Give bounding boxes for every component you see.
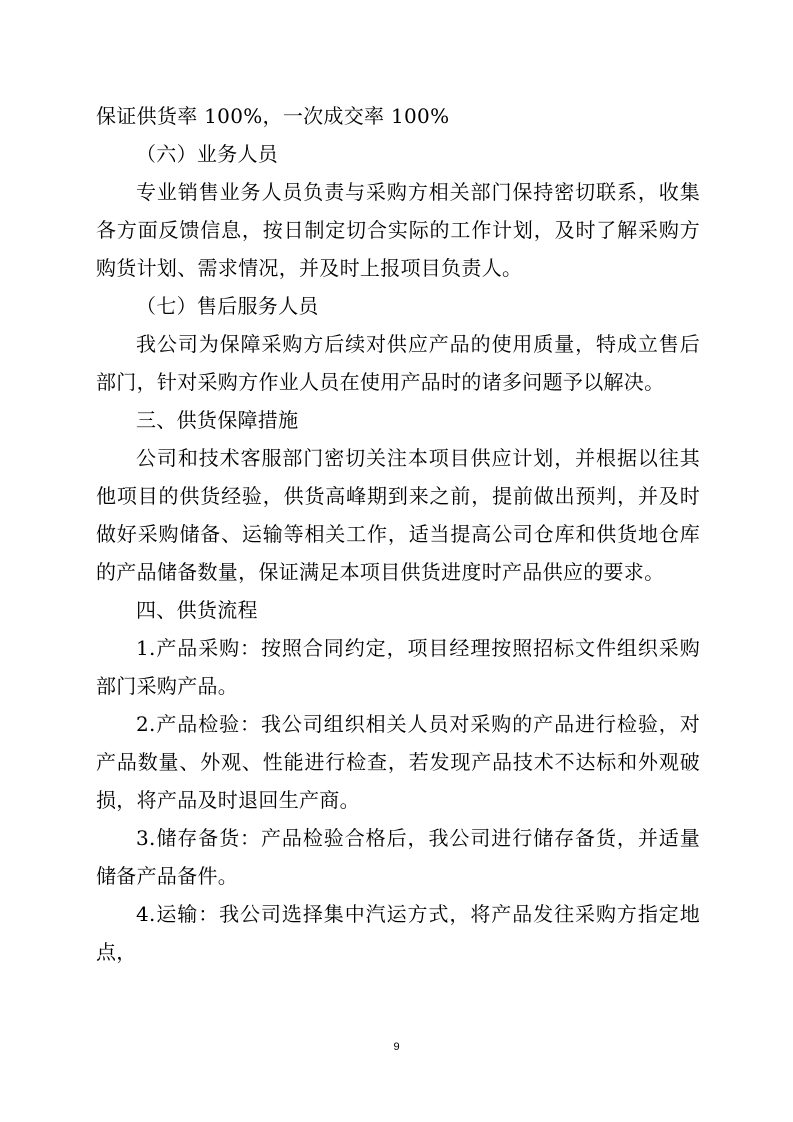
section-6-heading: （六）业务人员	[136, 142, 279, 166]
part-3-paragraph: 公司和技术客服部门密切关注本项目供应计划，并根据以往其他项目的供货经验，供货高峰期到来之前，提前做出预判，并及时做好采购储备、运输等相关工作，适当提高公司仓库和供货地仓库的产品储备数量，保证满足本项目供货进度时产品供应的要求。	[96, 446, 700, 584]
section-6-paragraph: 专业销售业务人员负责与采购方相关部门保持密切联系，收集各方面反馈信息，按日制定切合实际的工作计划，及时了解采购方购货计划、需求情况，并及时上报项目负责人。	[96, 180, 700, 280]
step-item: 2.产品检验：我公司组织相关人员对采购的产品进行检验，对产品数量、外观、性能进行检查，若发现产品技术不达标和外观破损，将产品及时退回生产商。	[96, 712, 700, 812]
section-7-heading: （七）售后服务人员	[136, 294, 319, 318]
document-body	[96, 97, 700, 971]
step-item: 1.产品采购：按照合同约定，项目经理按照招标文件组织采购部门采购产品。	[96, 636, 700, 698]
page-number: 9	[393, 1041, 400, 1053]
section-7-paragraph: 我公司为保障采购方后续对供应产品的使用质量，特成立售后部门，针对采购方作业人员在使用产品时的诸多问题予以解决。	[96, 332, 700, 394]
part-4-heading: 四、供货流程	[136, 598, 258, 622]
step-item: 3.储存备货：产品检验合格后，我公司进行储存备货，并适量储备产品备件。	[96, 826, 700, 888]
continued-paragraph: 保证供货率 100%，一次成交率 100%	[96, 104, 450, 128]
part-3-heading: 三、供货保障措施	[136, 408, 299, 432]
step-item: 4.运输：我公司选择集中汽运方式，将产品发往采购方指定地点，	[96, 902, 700, 964]
